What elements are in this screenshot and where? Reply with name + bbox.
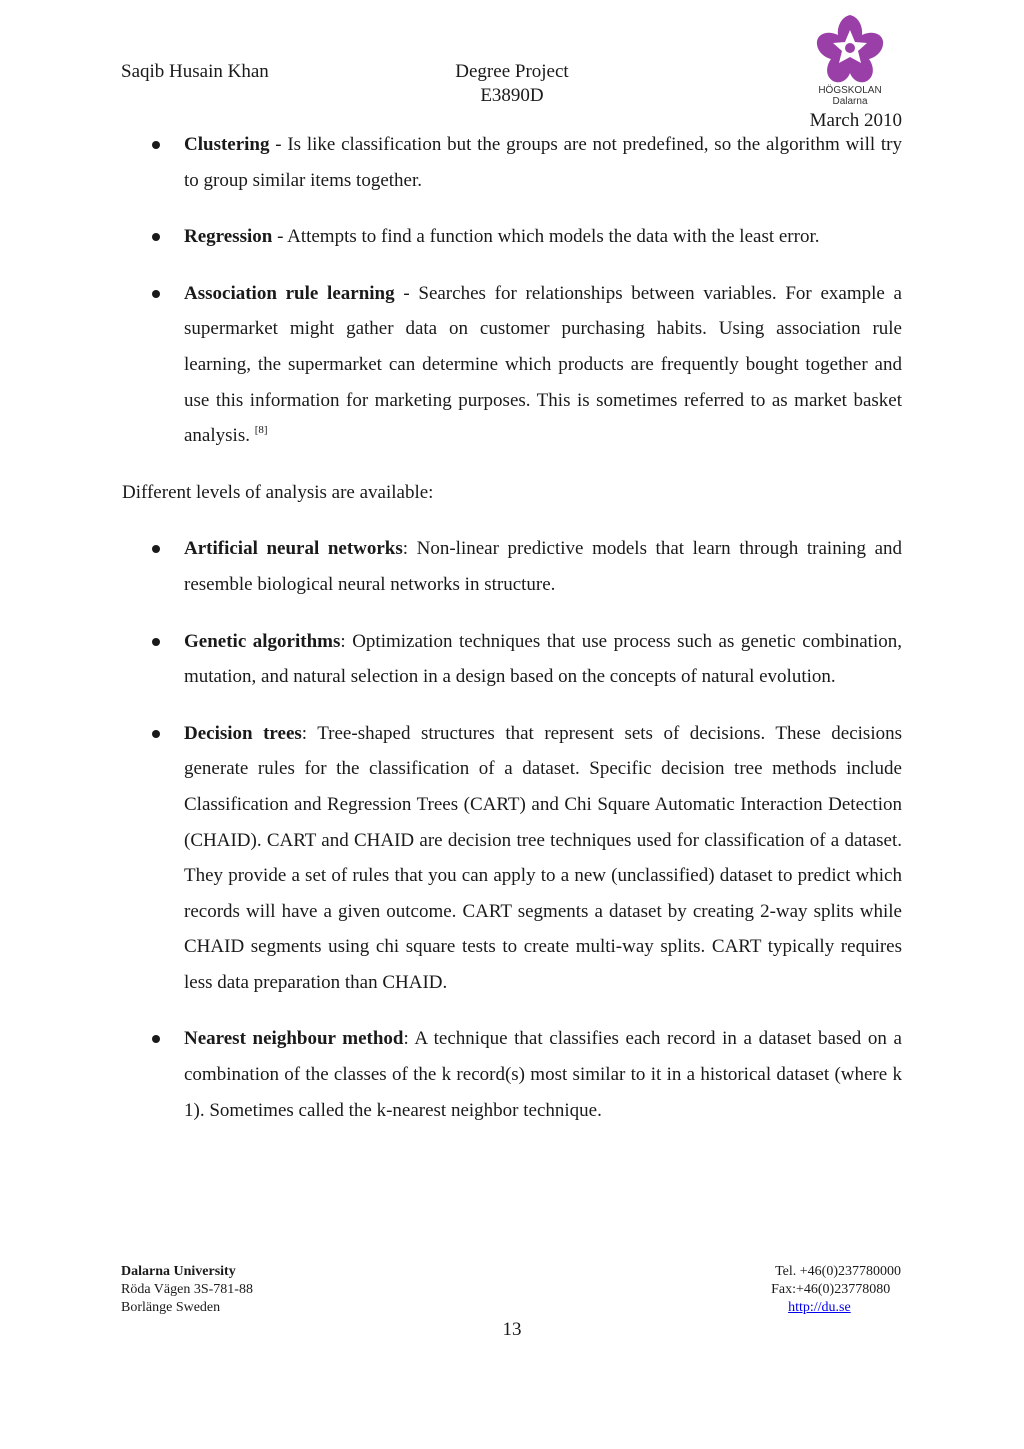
header-author: Saqib Husain Khan	[121, 61, 269, 82]
header-date: March 2010	[809, 110, 902, 131]
bullet-list-analysis-levels	[122, 531, 902, 1128]
bullet-term: Decision trees	[184, 722, 302, 744]
bullet-text: - Is like classification but the groups are not predefined, so the algorithm will try to group similar items together.	[184, 134, 902, 191]
bullet-text: - Attempts to find a function which models the data with the least error.	[272, 226, 820, 248]
bullet-term: Regression	[184, 226, 273, 248]
bullet-text: : Non-linear predictive models that learn through training and resemble biological neural networks in structure.	[184, 538, 903, 595]
footer-fax: Fax:+46(0)23778080	[771, 1282, 891, 1297]
citation: [8]	[254, 424, 268, 437]
list-item	[122, 624, 902, 695]
footer-website-link[interactable]: http://du.se	[788, 1300, 851, 1315]
bullet-term: Clustering	[184, 134, 270, 155]
list-item	[122, 1021, 902, 1128]
bullet-icon	[152, 233, 160, 241]
intro-paragraph: Different levels of analysis are available:	[122, 481, 434, 503]
bullet-list-learning-tasks	[122, 127, 902, 454]
bullet-term: Artificial neural networks	[184, 538, 403, 560]
footer-tel: Tel. +46(0)237780000	[775, 1264, 901, 1279]
list-item	[122, 716, 902, 1001]
footer-address-line2: Borlänge Sweden	[121, 1300, 221, 1315]
list-item	[122, 531, 902, 602]
bullet-term: Genetic algorithms	[184, 630, 341, 652]
bullet-text: : Tree-shaped structures that represent sets of decisions. These decisions generate rules for the classification of a dataset. Specific decision tree methods include Classification and Regression Trees (CART) and Chi Square Automatic Interaction Detection (CHAID). CART and CHAID are decision tree techniques used for classification of a dataset. They provide a set of rules that you can apply to a new (unclassified) dataset to predict which records will have a given outcome. CART segments a dataset by creating 2-way splits while CHAID segments using chi square tests to create multi-way splits. CART typically requires less data preparation than CHAID.	[184, 722, 902, 993]
header-project-code: E3890D	[480, 85, 544, 106]
bullet-text: : Optimization techniques that use process such as genetic combination, mutation, and natural selection in a design based on the concepts of natural evolution.	[184, 630, 902, 688]
list-item	[122, 276, 902, 454]
footer-address-line1: Röda Vägen 3S-781-88	[121, 1282, 253, 1297]
header-project	[412, 60, 612, 108]
bullet-icon	[152, 638, 160, 646]
bullet-icon	[152, 290, 160, 298]
bullet-term: Nearest neighbour method	[184, 1028, 404, 1050]
flower-logo-icon	[800, 12, 900, 112]
logo-text-line1: HÖGSKOLAN	[818, 85, 882, 96]
bullet-text: : A technique that classifies each record in a dataset based on a combination of the classes of the k record(s) most similar to it in a historical dataset (where k 1). Sometimes called the k-nearest neighbor technique.	[184, 1028, 902, 1121]
bullet-text: - Searches for relationships between variables. For example a supermarket might gather data on customer purchasing habits. Using association rule learning, the supermarket can determine which products are frequently bought together and use this information for marketing purposes. This is sometimes referred to as market basket analysis.	[184, 282, 902, 447]
footer-address	[121, 1263, 253, 1317]
header-project-title: Degree Project	[455, 61, 569, 82]
hogskolan-dalarna-logo	[800, 12, 900, 112]
page-content	[122, 127, 902, 1149]
logo-text-line2: Dalarna	[832, 96, 868, 107]
page-number: 13	[502, 1319, 522, 1340]
list-item	[122, 219, 902, 255]
footer-org: Dalarna University	[121, 1264, 236, 1279]
footer-contact	[771, 1263, 901, 1317]
bullet-icon	[152, 730, 160, 738]
bullet-icon	[152, 141, 160, 149]
list-item	[122, 127, 902, 198]
bullet-term: Association rule learning	[184, 282, 395, 304]
bullet-icon	[152, 1035, 160, 1043]
bullet-icon	[152, 545, 160, 553]
